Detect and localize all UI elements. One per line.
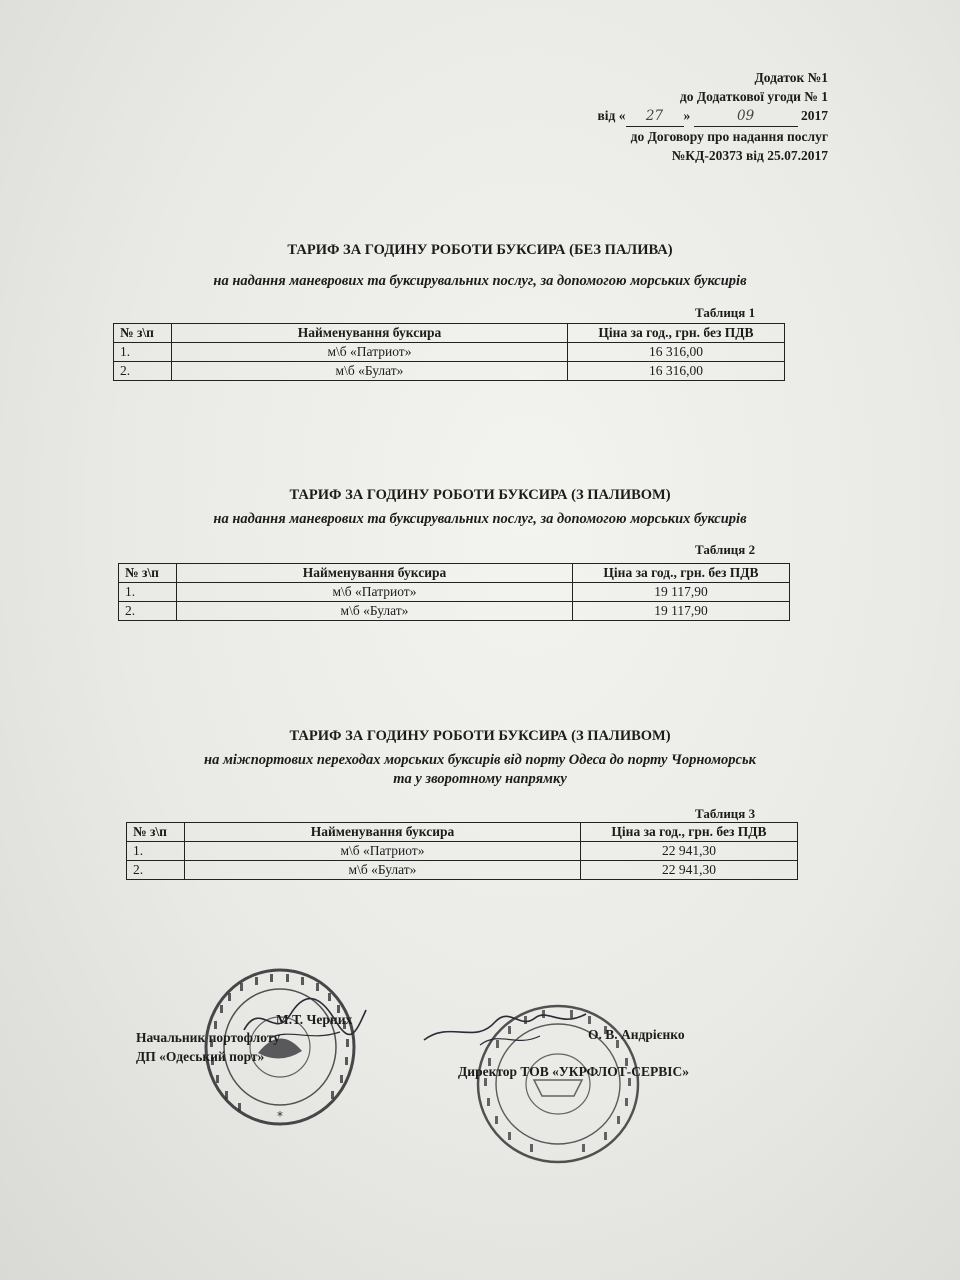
annex-title: Додаток №1 xyxy=(754,70,828,85)
section-1-subtitle: на надання маневрових та буксирувальних послуг, за допомогою морських буксирів xyxy=(213,273,747,289)
table-row xyxy=(119,583,790,602)
tariff-table-3 xyxy=(126,822,798,880)
left-handwritten-signature xyxy=(240,990,370,1050)
annex-date: від « 27 » 09 2017 xyxy=(598,106,829,127)
col-tug-name-header: Найменування буксира xyxy=(172,324,568,343)
table-header-row xyxy=(127,823,798,842)
left-signatory-name: М.Т. Черних xyxy=(276,1012,353,1027)
tariff-table-2 xyxy=(118,563,790,621)
left-signatory-role-2: ДП «Одеський порт» xyxy=(136,1049,265,1064)
right-signatory-name: О. В. Андрієнко xyxy=(588,1027,685,1042)
tug-name: м\б «Булат» xyxy=(185,861,581,880)
table-row xyxy=(119,602,790,621)
col-price-header: Ціна за год., грн. без ПДВ xyxy=(573,564,790,583)
col-tug-name-header: Найменування буксира xyxy=(177,564,573,583)
handwritten-day: 27 xyxy=(626,107,684,127)
annex-header xyxy=(598,68,829,165)
table-row xyxy=(127,861,798,880)
row-number: 1. xyxy=(114,343,172,362)
section-2-subtitle: на надання маневрових та буксирувальних послуг, за допомогою морських буксирів xyxy=(213,511,747,527)
tariff-table-1 xyxy=(113,323,785,381)
annex-contract-number: №КД-20373 від 25.07.2017 xyxy=(671,148,828,163)
table-header-row xyxy=(114,324,785,343)
col-number-header: № з\п xyxy=(114,324,172,343)
table-1-label: Таблиця 1 xyxy=(695,305,756,320)
tug-price: 22 941,30 xyxy=(581,861,798,880)
row-number: 2. xyxy=(114,362,172,381)
col-number-header: № з\п xyxy=(119,564,177,583)
section-2-title: ТАРИФ ЗА ГОДИНУ РОБОТИ БУКСИРА (З ПАЛИВОМ) xyxy=(289,487,671,503)
table-3-label: Таблиця 3 xyxy=(695,806,756,821)
table-row xyxy=(114,343,785,362)
tug-name: м\б «Булат» xyxy=(177,602,573,621)
row-number: 1. xyxy=(119,583,177,602)
section-3-subtitle: на міжпортових переходах морських буксирів від порту Одеса до порту Чорноморськ xyxy=(204,752,756,768)
col-tug-name-header: Найменування буксира xyxy=(185,823,581,842)
table-row xyxy=(114,362,785,381)
handwritten-month: 09 xyxy=(694,107,798,127)
col-number-header: № з\п xyxy=(127,823,185,842)
tug-price: 19 117,90 xyxy=(573,602,790,621)
left-signatory-role-1: Начальник портофлоту xyxy=(136,1030,281,1045)
col-price-header: Ціна за год., грн. без ПДВ xyxy=(581,823,798,842)
tug-price: 22 941,30 xyxy=(581,842,798,861)
section-1-title: ТАРИФ ЗА ГОДИНУ РОБОТИ БУКСИРА (БЕЗ ПАЛИВА) xyxy=(287,242,673,258)
right-signatory-role: Директор ТОВ «УКРФЛОТ-СЕРВІС» xyxy=(458,1064,689,1079)
tug-name: м\б «Патриот» xyxy=(172,343,568,362)
annex-contract: до Договору про надання послуг xyxy=(630,129,828,144)
row-number: 2. xyxy=(127,861,185,880)
row-number: 2. xyxy=(119,602,177,621)
col-price-header: Ціна за год., грн. без ПДВ xyxy=(568,324,785,343)
section-3-subtitle-line2: та у зворотному напрямку xyxy=(393,771,567,787)
table-header-row xyxy=(119,564,790,583)
tug-price: 16 316,00 xyxy=(568,362,785,381)
tug-name: м\б «Патриот» xyxy=(185,842,581,861)
row-number: 1. xyxy=(127,842,185,861)
tug-price: 19 117,90 xyxy=(573,583,790,602)
section-3-title: ТАРИФ ЗА ГОДИНУ РОБОТИ БУКСИРА (З ПАЛИВОМ) xyxy=(289,728,671,744)
annex-agreement: до Додаткової угоди № 1 xyxy=(679,89,828,104)
tug-name: м\б «Патриот» xyxy=(177,583,573,602)
right-handwritten-signature xyxy=(420,1000,590,1055)
table-2-label: Таблиця 2 xyxy=(695,542,756,557)
tug-name: м\б «Булат» xyxy=(172,362,568,381)
svg-text:*: * xyxy=(277,1109,283,1123)
table-row xyxy=(127,842,798,861)
tug-price: 16 316,00 xyxy=(568,343,785,362)
